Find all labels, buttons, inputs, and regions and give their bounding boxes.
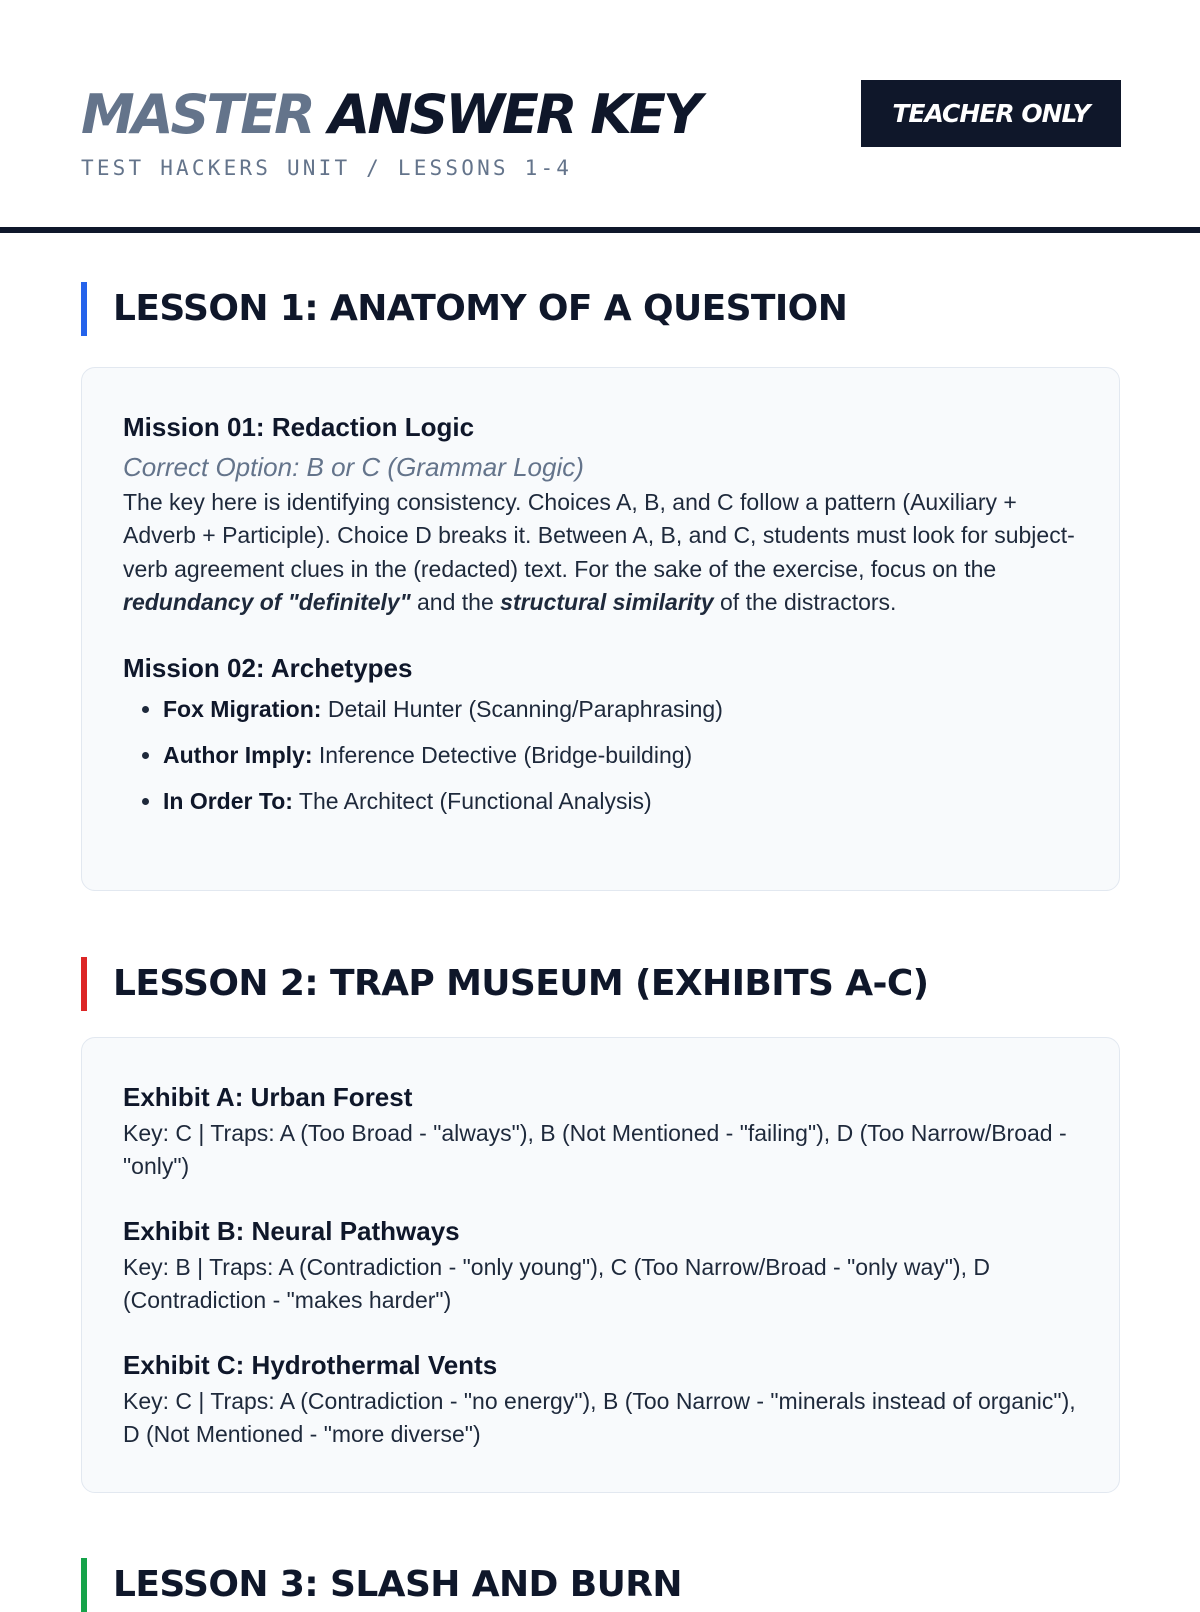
mission-01-explanation (123, 486, 1079, 620)
explanation-text-2: and the (417, 589, 494, 616)
explanation-emphasis-1: redundancy of "definitely" (123, 589, 411, 616)
mission-01-answer: Correct Option: B or C (Grammar Logic) (123, 452, 584, 482)
exhibit-a-title: Exhibit A: Urban Forest (123, 1082, 413, 1112)
archetype-desc: The Architect (Functional Analysis) (298, 787, 652, 814)
title-answer-key: ANSWER KEY (328, 83, 700, 146)
archetype-term: Author Imply: (163, 741, 313, 768)
lesson-2-title: LESSON 2: TRAP MUSEUM (EXHIBITS A-C) (113, 963, 929, 1004)
page-subtitle: TEST HACKERS UNIT / LESSONS 1-4 (81, 156, 573, 180)
title-master: MASTER (81, 83, 313, 146)
lesson-2-accent-bar (81, 957, 87, 1011)
archetype-term: In Order To: (163, 787, 293, 814)
lesson-3-accent-bar (81, 1558, 87, 1612)
page-header (81, 70, 1121, 200)
exhibit-b-title: Exhibit B: Neural Pathways (123, 1215, 460, 1246)
exhibit-c-key: Key: C | Traps: A (Contradiction - "no energy"), B (Too Narrow - "minerals instead of organic"), D (Not Mentioned - "more diverse") (123, 1387, 1076, 1448)
archetype-desc: Detail Hunter (Scanning/Paraphrasing) (327, 695, 723, 722)
exhibit-c-title: Exhibit C: Hydrothermal Vents (123, 1349, 498, 1380)
explanation-emphasis-2: structural similarity (500, 589, 714, 616)
lesson-1-accent-bar (81, 282, 87, 336)
mission-02 (123, 651, 1079, 818)
exhibit-a-key: Key: C | Traps: A (Too Broad - "always"), B (Not Mentioned - "failing"), D (Too Narrow/Broad - "only") (123, 1120, 1067, 1180)
archetype-list (123, 692, 1079, 818)
exhibit-c (123, 1348, 1079, 1452)
explanation-text-1: The key here is identifying consistency. Choices A, B, and C follow a pattern (Auxiliary + Adverb + Participle). Choice D breaks it. Between A, B, and C, students must look for subject-verb agreement clues in the (redacted) text. For the sake of the exercise, focus on the (123, 489, 1075, 582)
explanation-text-3: of the distractors. (720, 589, 897, 616)
list-item (163, 738, 1079, 772)
lesson-2-card (81, 1037, 1120, 1493)
teacher-only-badge: TEACHER ONLY (861, 80, 1121, 147)
lesson-3-heading (81, 1558, 1121, 1612)
lesson-3-title: LESSON 3: SLASH AND BURN (113, 1564, 682, 1605)
page-title (81, 84, 699, 146)
lesson-2-heading (81, 957, 1121, 1011)
exhibit-b (123, 1214, 1079, 1318)
list-item (163, 692, 1079, 726)
exhibit-a (123, 1080, 1079, 1184)
header-divider (0, 227, 1200, 233)
archetype-term: Fox Migration: (163, 695, 322, 722)
lesson-1-title: LESSON 1: ANATOMY OF A QUESTION (113, 288, 848, 329)
mission-01-title: Mission 01: Redaction Logic (123, 412, 475, 442)
mission-02-title: Mission 02: Archetypes (123, 652, 413, 683)
list-item (163, 784, 1079, 818)
lesson-1-card (81, 367, 1120, 891)
archetype-desc: Inference Detective (Bridge-building) (318, 741, 693, 768)
lesson-1-heading (81, 282, 1121, 336)
exhibit-b-key: Key: B | Traps: A (Contradiction - "only young"), C (Too Narrow/Broad - "only way"), D (Contradiction - "makes harder") (123, 1253, 990, 1314)
mission-01 (123, 410, 1079, 620)
